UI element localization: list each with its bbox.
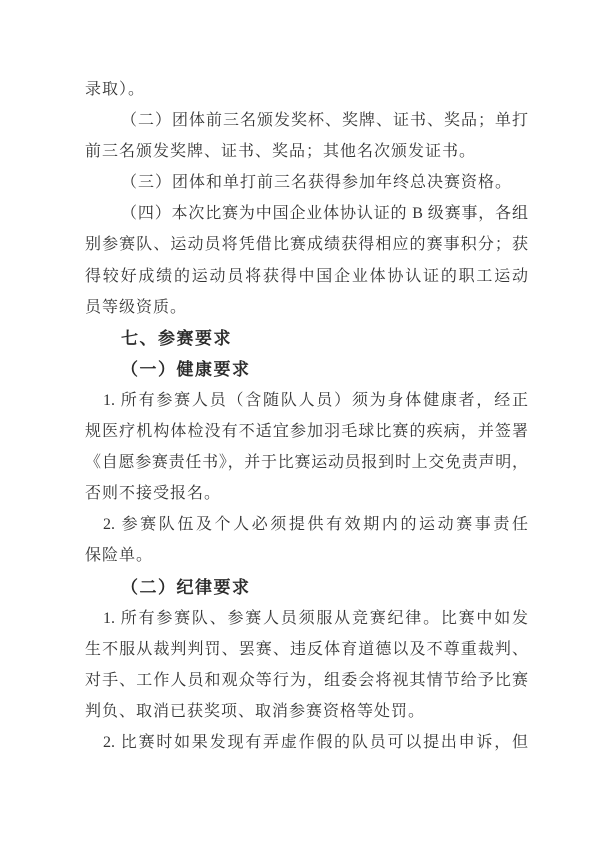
section-heading xyxy=(85,572,528,603)
text-line: 2. 比赛时如果发现有弄虚作假的队员可以提出申诉，但 xyxy=(103,733,528,751)
paragraph xyxy=(85,74,528,105)
text-line: 判负、取消已获奖项、取消参赛资格等处罚。 xyxy=(85,702,426,720)
text-line: 生不服从裁判判罚、罢赛、违反体育道德以及不尊重裁判、 xyxy=(85,640,528,658)
paragraph xyxy=(85,105,528,167)
text-line: （一）健康要求 xyxy=(121,359,251,379)
text-line: 规医疗机构体检没有不适宜参加羽毛球比赛的疾病，并签署 xyxy=(85,423,528,441)
paragraph xyxy=(85,509,528,571)
text-line: 否则不接受报名。 xyxy=(85,485,222,503)
text-line: （四）本次比赛为中国企业体协认证的 B 级赛事，各组 xyxy=(121,205,528,223)
text-line: 2. 参赛队伍及个人必须提供有效期内的运动赛事责任 xyxy=(103,516,528,534)
text-line: 别参赛队、运动员将凭借比赛成绩获得相应的赛事积分；获 xyxy=(85,236,528,254)
text-line: 1. 所有参赛人员（含随队人员）须为身体健康者，经正 xyxy=(103,391,528,409)
text-line: 保险单。 xyxy=(85,547,154,565)
page-content xyxy=(85,74,528,758)
text-line: 员等级资质。 xyxy=(85,298,188,316)
text-line: 《自愿参赛责任书》，并于比赛运动员报到时上交免责声明， xyxy=(85,454,528,472)
paragraph xyxy=(85,727,528,758)
text-line: 1. 所有参赛队、参赛人员须服从竞赛纪律。比赛中如发 xyxy=(103,609,528,627)
paragraph xyxy=(85,385,528,509)
text-line: （三）团体和单打前三名获得参加年终总决赛资格。 xyxy=(121,174,513,192)
text-line: （二）团体前三名颁发奖杯、奖牌、证书、奖品；单打 xyxy=(121,112,528,130)
text-line: 对手、工作人员和观众等行为，组委会将视其情节给予比赛 xyxy=(85,671,528,689)
section-heading xyxy=(85,354,528,385)
text-line: 七、参赛要求 xyxy=(121,328,232,348)
text-line: （二）纪律要求 xyxy=(121,577,251,597)
paragraph xyxy=(85,198,528,322)
text-line: 录取）。 xyxy=(85,81,146,98)
paragraph xyxy=(85,603,528,727)
paragraph xyxy=(85,167,528,198)
section-heading xyxy=(85,323,528,354)
text-line: 前三名颁发奖牌、证书、奖品；其他名次颁发证书。 xyxy=(85,143,477,161)
text-line: 得较好成绩的运动员将获得中国企业体协认证的职工运动 xyxy=(85,267,528,285)
